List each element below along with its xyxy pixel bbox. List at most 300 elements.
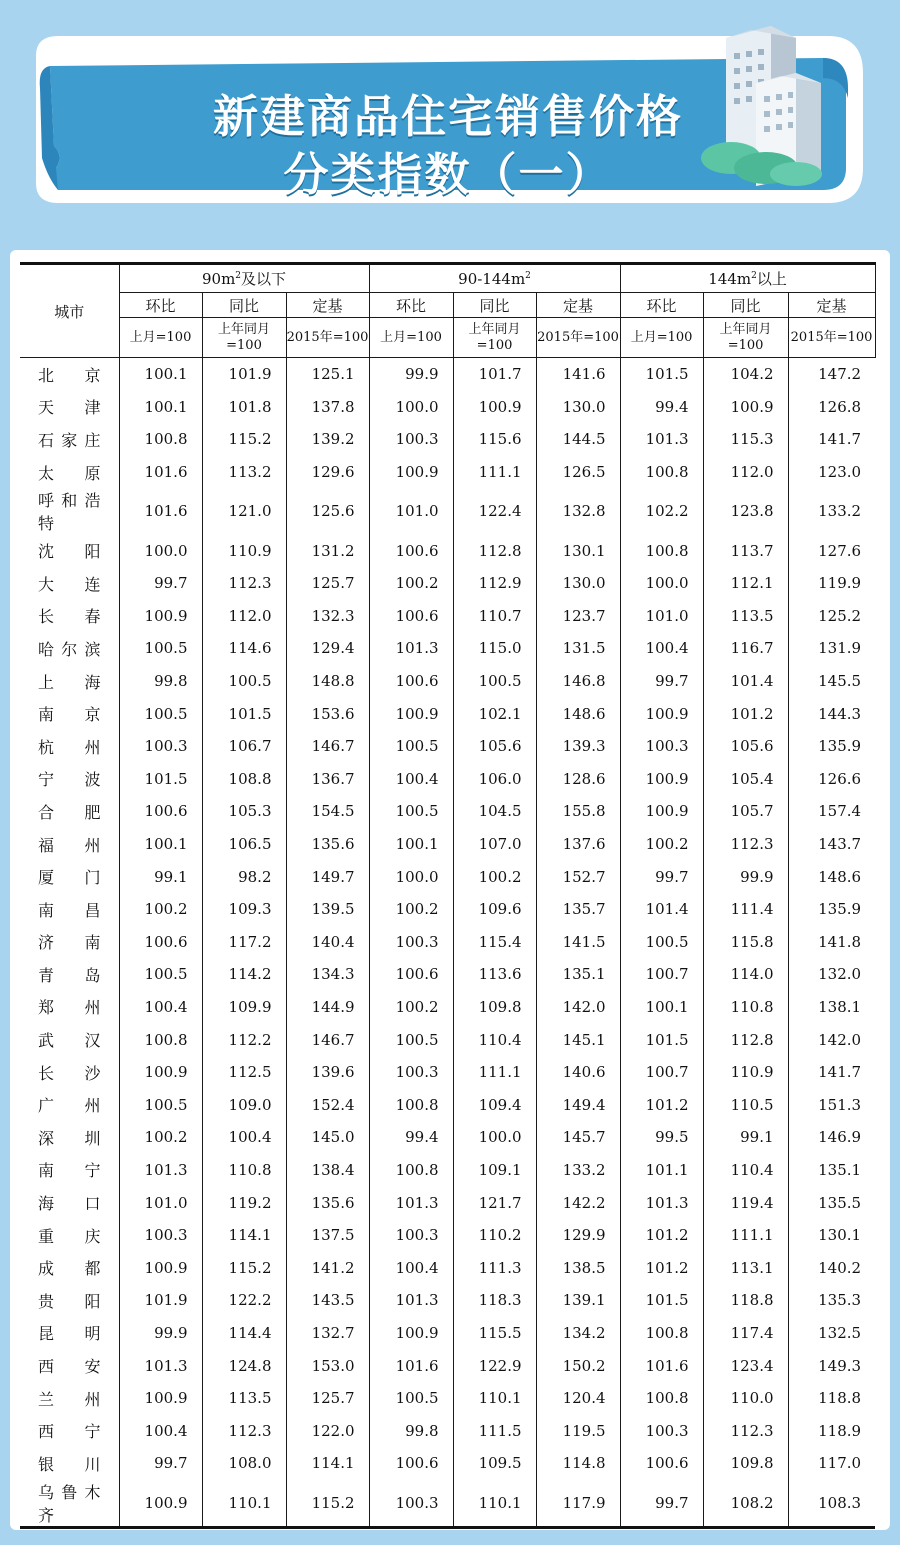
index-value: 141.7	[788, 423, 875, 456]
table-row	[20, 763, 875, 796]
index-value: 101.3	[119, 1154, 202, 1187]
index-value: 118.8	[703, 1284, 788, 1317]
index-value: 100.2	[119, 893, 202, 926]
index-value: 125.7	[286, 567, 369, 600]
index-value: 102.1	[453, 697, 536, 730]
index-value: 141.8	[788, 926, 875, 959]
index-value: 124.8	[202, 1349, 286, 1382]
index-value: 100.9	[620, 697, 703, 730]
index-value: 100.9	[620, 763, 703, 796]
index-value: 135.6	[286, 828, 369, 861]
index-value: 145.7	[536, 1121, 620, 1154]
index-value: 112.0	[703, 456, 788, 489]
city-name: 大连	[38, 574, 101, 594]
index-value: 115.0	[453, 632, 536, 665]
index-value: 100.5	[119, 632, 202, 665]
index-value: 112.5	[202, 1056, 286, 1089]
city-name: 昆明	[38, 1324, 101, 1344]
index-value: 138.1	[788, 991, 875, 1024]
index-value: 101.3	[119, 1349, 202, 1382]
index-value: 107.0	[453, 828, 536, 861]
index-value: 99.9	[119, 1317, 202, 1350]
index-value: 112.8	[703, 1023, 788, 1056]
index-value: 101.9	[119, 1284, 202, 1317]
index-value: 149.7	[286, 860, 369, 893]
index-value: 117.2	[202, 926, 286, 959]
index-value: 101.2	[620, 1219, 703, 1252]
index-value: 131.9	[788, 632, 875, 665]
index-value: 129.6	[286, 456, 369, 489]
index-value: 100.4	[119, 991, 202, 1024]
table-row	[20, 991, 875, 1024]
index-value: 101.0	[620, 600, 703, 633]
index-value: 99.1	[703, 1121, 788, 1154]
index-value: 100.9	[369, 456, 453, 489]
index-value: 123.4	[703, 1349, 788, 1382]
index-value: 100.6	[119, 926, 202, 959]
index-value: 130.0	[536, 391, 620, 424]
index-value: 110.1	[453, 1480, 536, 1528]
index-value: 108.3	[788, 1480, 875, 1528]
index-value: 100.8	[119, 423, 202, 456]
index-value: 101.5	[620, 1284, 703, 1317]
index-value: 100.6	[119, 795, 202, 828]
index-value: 105.4	[703, 763, 788, 796]
index-value: 100.0	[369, 860, 453, 893]
table-row	[20, 1251, 875, 1284]
index-value: 100.5	[620, 926, 703, 959]
index-value: 109.0	[202, 1088, 286, 1121]
index-value: 110.2	[453, 1219, 536, 1252]
index-value: 135.9	[788, 730, 875, 763]
index-value: 125.7	[286, 1382, 369, 1415]
index-value: 123.0	[788, 456, 875, 489]
table-row	[20, 1317, 875, 1350]
index-value: 99.4	[620, 391, 703, 424]
index-value: 101.3	[369, 1284, 453, 1317]
subheader-yoy: 同比	[703, 293, 788, 318]
index-value: 115.4	[453, 926, 536, 959]
index-value: 100.2	[369, 567, 453, 600]
base-label: 上年同月=100	[703, 318, 788, 358]
index-value: 100.9	[369, 697, 453, 730]
index-value: 110.8	[703, 991, 788, 1024]
table-row	[20, 423, 875, 456]
index-value: 100.5	[369, 795, 453, 828]
city-name: 西安	[38, 1357, 101, 1377]
index-value: 99.8	[119, 665, 202, 698]
subheader-mom: 环比	[369, 293, 453, 318]
table-row	[20, 1414, 875, 1447]
city-name: 南京	[38, 705, 101, 725]
index-value: 112.9	[453, 567, 536, 600]
index-value: 100.1	[119, 358, 202, 391]
table-row	[20, 665, 875, 698]
index-value: 100.8	[620, 534, 703, 567]
city-name: 广州	[38, 1096, 101, 1116]
table-row	[20, 926, 875, 959]
price-index-table	[20, 262, 876, 1529]
index-value: 100.6	[369, 534, 453, 567]
index-value: 114.2	[202, 958, 286, 991]
index-value: 101.5	[202, 697, 286, 730]
subheader-yoy: 同比	[202, 293, 286, 318]
index-value: 138.4	[286, 1154, 369, 1187]
table-row	[20, 860, 875, 893]
index-value: 136.7	[286, 763, 369, 796]
index-value: 100.0	[620, 567, 703, 600]
index-value: 113.7	[703, 534, 788, 567]
city-name: 石家庄	[38, 430, 101, 450]
index-value: 111.1	[453, 1056, 536, 1089]
city-name: 济南	[38, 933, 101, 953]
index-value: 111.5	[453, 1414, 536, 1447]
table-body	[20, 358, 875, 1528]
index-value: 101.2	[620, 1088, 703, 1121]
index-value: 100.4	[620, 632, 703, 665]
index-value: 101.9	[202, 358, 286, 391]
index-value: 99.7	[620, 1480, 703, 1528]
index-value: 100.9	[119, 1382, 202, 1415]
city-name: 厦门	[38, 868, 101, 888]
index-value: 117.4	[703, 1317, 788, 1350]
city-column-header: 城市	[20, 264, 119, 358]
index-value: 100.0	[369, 391, 453, 424]
base-label: 上月=100	[119, 318, 202, 358]
index-value: 106.7	[202, 730, 286, 763]
header-row-index-types	[20, 293, 875, 318]
index-value: 118.3	[453, 1284, 536, 1317]
index-value: 132.8	[536, 488, 620, 534]
index-value: 114.6	[202, 632, 286, 665]
index-value: 100.0	[119, 534, 202, 567]
index-value: 101.4	[703, 665, 788, 698]
city-name: 长春	[38, 607, 101, 627]
subheader-base: 定基	[788, 293, 875, 318]
index-value: 133.2	[788, 488, 875, 534]
index-value: 100.0	[453, 1121, 536, 1154]
index-value: 100.1	[620, 991, 703, 1024]
index-value: 100.1	[119, 391, 202, 424]
table-row	[20, 456, 875, 489]
index-value: 100.5	[453, 665, 536, 698]
index-value: 122.4	[453, 488, 536, 534]
index-value: 132.5	[788, 1317, 875, 1350]
index-value: 127.6	[788, 534, 875, 567]
index-value: 134.2	[536, 1317, 620, 1350]
index-value: 110.4	[453, 1023, 536, 1056]
index-value: 140.6	[536, 1056, 620, 1089]
index-value: 99.1	[119, 860, 202, 893]
index-value: 121.0	[202, 488, 286, 534]
index-value: 144.9	[286, 991, 369, 1024]
index-value: 101.0	[119, 1186, 202, 1219]
index-value: 110.1	[202, 1480, 286, 1528]
index-value: 101.6	[119, 488, 202, 534]
index-value: 110.0	[703, 1382, 788, 1415]
subheader-yoy: 同比	[453, 293, 536, 318]
index-value: 111.1	[453, 456, 536, 489]
index-value: 100.3	[369, 423, 453, 456]
group-header-small: $90m^2$及以下	[119, 264, 369, 293]
index-value: 146.7	[286, 730, 369, 763]
index-value: 99.4	[369, 1121, 453, 1154]
index-value: 148.6	[536, 697, 620, 730]
index-value: 100.4	[119, 1414, 202, 1447]
index-value: 101.4	[620, 893, 703, 926]
index-value: 100.4	[369, 763, 453, 796]
index-value: 139.1	[536, 1284, 620, 1317]
index-value: 101.3	[620, 1186, 703, 1219]
city-name: 呼和浩特	[38, 491, 101, 534]
index-value: 101.5	[620, 1023, 703, 1056]
index-value: 106.0	[453, 763, 536, 796]
index-value: 100.9	[703, 391, 788, 424]
index-value: 137.5	[286, 1219, 369, 1252]
index-value: 111.3	[453, 1251, 536, 1284]
index-value: 100.3	[369, 1219, 453, 1252]
index-value: 100.9	[620, 795, 703, 828]
title-line-1: 新建商品住宅销售价格	[212, 90, 683, 143]
table-row	[20, 1154, 875, 1187]
index-value: 100.4	[202, 1121, 286, 1154]
table-row	[20, 1023, 875, 1056]
table-row	[20, 1056, 875, 1089]
index-value: 100.6	[369, 1447, 453, 1480]
index-value: 100.2	[369, 893, 453, 926]
base-label: 上年同月=100	[202, 318, 286, 358]
index-value: 119.9	[788, 567, 875, 600]
index-value: 100.6	[369, 665, 453, 698]
index-value: 128.6	[536, 763, 620, 796]
index-value: 110.8	[202, 1154, 286, 1187]
index-value: 142.0	[536, 991, 620, 1024]
index-value: 143.7	[788, 828, 875, 861]
base-label: 上月=100	[369, 318, 453, 358]
index-value: 99.7	[119, 1447, 202, 1480]
index-value: 115.2	[202, 1251, 286, 1284]
index-value: 146.9	[788, 1121, 875, 1154]
index-value: 100.6	[620, 1447, 703, 1480]
subheader-mom: 环比	[620, 293, 703, 318]
table-row	[20, 1480, 875, 1528]
page-title	[98, 88, 798, 204]
index-value: 112.3	[703, 1414, 788, 1447]
index-value: 155.8	[536, 795, 620, 828]
city-name: 乌鲁木齐	[20, 1480, 119, 1528]
index-value: 113.6	[453, 958, 536, 991]
index-value: 100.5	[119, 1088, 202, 1121]
index-value: 115.6	[453, 423, 536, 456]
index-value: 101.6	[620, 1349, 703, 1382]
city-name: 哈尔滨	[38, 639, 101, 659]
index-value: 115.2	[202, 423, 286, 456]
index-value: 100.3	[620, 730, 703, 763]
index-value: 126.6	[788, 763, 875, 796]
index-value: 100.7	[620, 1056, 703, 1089]
index-value: 152.4	[286, 1088, 369, 1121]
index-value: 100.8	[620, 456, 703, 489]
index-value: 100.3	[119, 1219, 202, 1252]
index-value: 100.5	[369, 730, 453, 763]
index-value: 113.1	[703, 1251, 788, 1284]
index-value: 109.1	[453, 1154, 536, 1187]
table-row	[20, 600, 875, 633]
index-value: 114.8	[536, 1447, 620, 1480]
index-value: 149.3	[788, 1349, 875, 1382]
index-value: 113.2	[202, 456, 286, 489]
index-value: 146.8	[536, 665, 620, 698]
index-value: 125.2	[788, 600, 875, 633]
index-value: 99.7	[119, 567, 202, 600]
index-value: 109.9	[202, 991, 286, 1024]
index-value: 100.8	[369, 1088, 453, 1121]
table-row	[20, 1284, 875, 1317]
index-value: 126.5	[536, 456, 620, 489]
index-value: 109.4	[453, 1088, 536, 1121]
index-value: 101.3	[369, 1186, 453, 1219]
index-value: 125.6	[286, 488, 369, 534]
index-value: 125.1	[286, 358, 369, 391]
index-value: 100.5	[119, 958, 202, 991]
city-name: 青岛	[38, 965, 101, 985]
index-value: 119.4	[703, 1186, 788, 1219]
index-value: 101.2	[703, 697, 788, 730]
index-value: 149.4	[536, 1088, 620, 1121]
table-row	[20, 1382, 875, 1415]
index-value: 139.6	[286, 1056, 369, 1089]
city-name: 杭州	[38, 737, 101, 757]
city-name: 长沙	[38, 1063, 101, 1083]
index-value: 151.3	[788, 1088, 875, 1121]
city-name: 北京	[38, 365, 101, 385]
header-row-bases	[20, 318, 875, 358]
index-value: 112.1	[703, 567, 788, 600]
index-value: 129.4	[286, 632, 369, 665]
index-value: 145.0	[286, 1121, 369, 1154]
index-value: 135.6	[286, 1186, 369, 1219]
index-value: 112.0	[202, 600, 286, 633]
index-value: 100.9	[119, 1251, 202, 1284]
city-name: 成都	[38, 1259, 101, 1279]
index-value: 130.1	[536, 534, 620, 567]
index-value: 112.3	[202, 1414, 286, 1447]
index-value: 152.7	[536, 860, 620, 893]
index-value: 119.2	[202, 1186, 286, 1219]
index-value: 117.9	[536, 1480, 620, 1528]
index-value: 108.2	[703, 1480, 788, 1528]
subheader-base: 定基	[286, 293, 369, 318]
index-value: 154.5	[286, 795, 369, 828]
table-row	[20, 632, 875, 665]
city-name: 天津	[38, 398, 101, 418]
index-value: 114.1	[202, 1219, 286, 1252]
index-value: 135.5	[788, 1186, 875, 1219]
index-value: 145.5	[788, 665, 875, 698]
index-value: 100.1	[119, 828, 202, 861]
index-value: 117.0	[788, 1447, 875, 1480]
base-label: 2015年=100	[286, 318, 369, 358]
index-value: 122.9	[453, 1349, 536, 1382]
index-value: 121.7	[453, 1186, 536, 1219]
subheader-base: 定基	[536, 293, 620, 318]
index-value: 100.7	[620, 958, 703, 991]
city-name: 兰州	[38, 1389, 101, 1409]
index-value: 141.5	[536, 926, 620, 959]
index-value: 109.3	[202, 893, 286, 926]
index-value: 100.5	[369, 1023, 453, 1056]
index-value: 138.5	[536, 1251, 620, 1284]
index-value: 134.3	[286, 958, 369, 991]
base-label: 2015年=100	[536, 318, 620, 358]
index-value: 101.7	[453, 358, 536, 391]
index-value: 150.2	[536, 1349, 620, 1382]
index-value: 108.0	[202, 1447, 286, 1480]
index-value: 148.6	[788, 860, 875, 893]
index-value: 135.1	[536, 958, 620, 991]
title-banner	[28, 28, 878, 208]
index-value: 100.9	[119, 1056, 202, 1089]
index-value: 153.6	[286, 697, 369, 730]
index-value: 101.2	[620, 1251, 703, 1284]
index-value: 115.8	[703, 926, 788, 959]
index-value: 137.6	[536, 828, 620, 861]
city-name: 重庆	[38, 1226, 101, 1246]
group-header-large: $144m^2$以上	[620, 264, 875, 293]
index-value: 110.9	[703, 1056, 788, 1089]
table-row	[20, 391, 875, 424]
table-row	[20, 893, 875, 926]
table-row	[20, 567, 875, 600]
index-value: 132.7	[286, 1317, 369, 1350]
city-name: 银川	[38, 1454, 101, 1474]
index-value: 101.5	[119, 763, 202, 796]
title-line-2: 分类指数（一）	[283, 148, 613, 201]
index-value: 135.7	[536, 893, 620, 926]
index-value: 105.3	[202, 795, 286, 828]
index-value: 100.3	[620, 1414, 703, 1447]
index-value: 111.4	[703, 893, 788, 926]
group-header-medium: $90-144m^2$	[369, 264, 620, 293]
index-value: 123.8	[703, 488, 788, 534]
index-value: 100.9	[119, 600, 202, 633]
index-value: 100.5	[202, 665, 286, 698]
index-value: 146.7	[286, 1023, 369, 1056]
index-value: 102.2	[620, 488, 703, 534]
index-value: 100.6	[369, 600, 453, 633]
index-value: 109.6	[453, 893, 536, 926]
index-value: 131.2	[286, 534, 369, 567]
index-value: 101.0	[369, 488, 453, 534]
city-name: 福州	[38, 835, 101, 855]
index-value: 111.1	[703, 1219, 788, 1252]
index-value: 105.6	[703, 730, 788, 763]
index-value: 100.8	[620, 1382, 703, 1415]
index-value: 99.5	[620, 1121, 703, 1154]
index-value: 140.4	[286, 926, 369, 959]
table-row	[20, 534, 875, 567]
index-value: 100.6	[369, 958, 453, 991]
index-value: 100.1	[369, 828, 453, 861]
index-value: 112.2	[202, 1023, 286, 1056]
index-value: 101.8	[202, 391, 286, 424]
table-row	[20, 1088, 875, 1121]
index-value: 100.4	[369, 1251, 453, 1284]
index-value: 100.2	[119, 1121, 202, 1154]
city-name: 贵阳	[38, 1291, 101, 1311]
index-value: 143.5	[286, 1284, 369, 1317]
index-value: 99.8	[369, 1414, 453, 1447]
